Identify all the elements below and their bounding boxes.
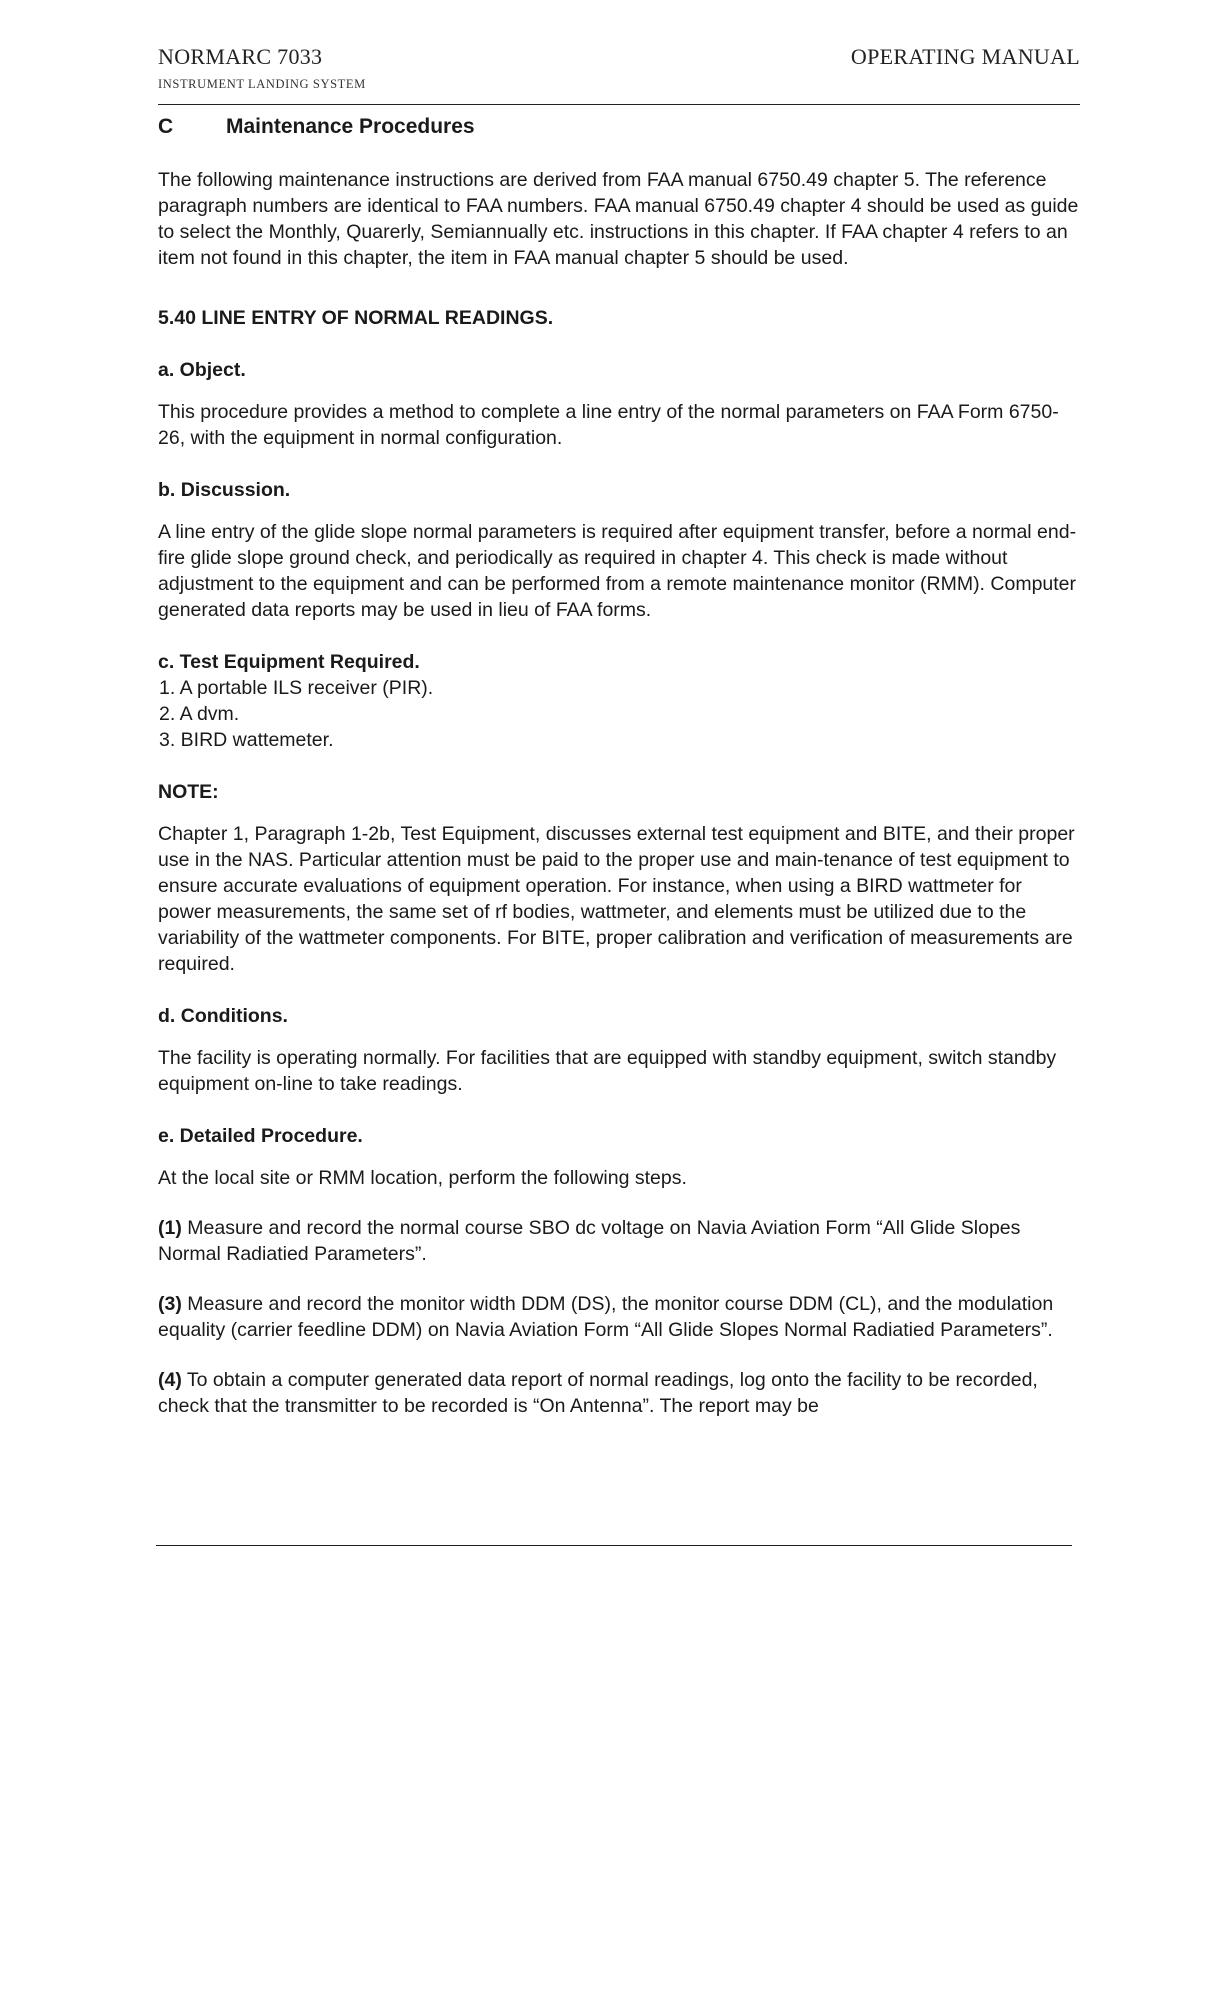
section-heading <box>158 115 1080 139</box>
step-text: Measure and record the monitor width DDM (DS), the monitor course DDM (CL), and the modulation equality (carrier feedline DDM) on Navia Aviation Form “All Glide Slopes Normal Radiatied Parameters”. <box>158 1293 1054 1341</box>
step-number: (4) <box>158 1369 182 1391</box>
discussion-heading: b. Discussion. <box>158 479 291 501</box>
step-number: (3) <box>158 1293 182 1315</box>
section-title: Maintenance Procedures <box>226 115 475 138</box>
test-equipment-list <box>158 675 1080 753</box>
test-equipment-heading: c. Test Equipment Required. <box>158 651 420 673</box>
manual-title: NORMARC 7033 <box>158 44 323 69</box>
manual-subtitle: INSTRUMENT LANDING SYSTEM <box>158 77 366 91</box>
intro-paragraph: The following maintenance instructions are derived from FAA manual 6750.49 chapter 5. The reference paragraph numbers are identical to FAA numbers. FAA manual 6750.49 chapter 4 should be used as guide to select the Monthly, Quarerly, Semiannually etc. instructions in this chapter. If FAA chapter 4 refers to an item not found in this chapter, the item in FAA manual chapter 5 should be used. <box>158 169 1079 269</box>
header-rule <box>158 104 1080 105</box>
list-item: 1. A portable ILS receiver (PIR). <box>159 677 434 699</box>
page <box>158 44 1080 1419</box>
list-item: 2. A dvm. <box>159 703 240 725</box>
footer-rule <box>156 1545 1072 1546</box>
page-header <box>158 44 1080 100</box>
procedure-step <box>158 1291 1080 1343</box>
step-text: To obtain a computer generated data report of normal readings, log onto the facility to be recorded, check that the transmitter to be recorded is “On Antenna”. The report may be <box>158 1369 1038 1417</box>
conditions-heading: d. Conditions. <box>158 1005 288 1027</box>
heading-5-40: 5.40 LINE ENTRY OF NORMAL READINGS. <box>158 307 554 329</box>
object-text: This procedure provides a method to complete a line entry of the normal parameters on FAA Form 6750-26, with the equipment in normal configuration. <box>158 401 1059 449</box>
procedure-intro: At the local site or RMM location, perform the following steps. <box>158 1167 687 1189</box>
section-letter: C <box>158 115 174 138</box>
object-heading: a. Object. <box>158 359 246 381</box>
procedure-heading: e. Detailed Procedure. <box>158 1125 363 1147</box>
manual-type: OPERATING MANUAL <box>850 44 1080 69</box>
procedure-step <box>158 1215 1080 1267</box>
note-heading: NOTE: <box>158 781 219 803</box>
conditions-text: The facility is operating normally. For facilities that are equipped with standby equipment, switch standby equipment on-line to take readings. <box>158 1047 1057 1095</box>
procedure-step <box>158 1367 1080 1419</box>
step-text: Measure and record the normal course SBO dc voltage on Navia Aviation Form “All Glide Slopes Normal Radiatied Parameters”. <box>158 1217 1021 1265</box>
note-text: Chapter 1, Paragraph 1-2b, Test Equipment, discusses external test equipment and BITE, and their proper use in the NAS. Particular attention must be paid to the proper use and main-tenance of test equipment to ensure accurate evaluations of equipment operation. For instance, when using a BIRD wattmeter for power measurements, the same set of rf bodies, wattmeter, and elements must be utilized due to the variability of the wattmeter components. For BITE, proper calibration and verification of measurements are required. <box>158 823 1075 975</box>
step-number: (1) <box>158 1217 182 1239</box>
list-item: 3. BIRD wattemeter. <box>159 729 334 751</box>
discussion-text: A line entry of the glide slope normal parameters is required after equipment transfer, before a normal end-fire glide slope ground check, and periodically as required in chapter 4. This check is made without adjustment to the equipment and can be performed from a remote maintenance monitor (RMM). Computer generated data reports may be used in lieu of FAA forms. <box>158 521 1077 621</box>
